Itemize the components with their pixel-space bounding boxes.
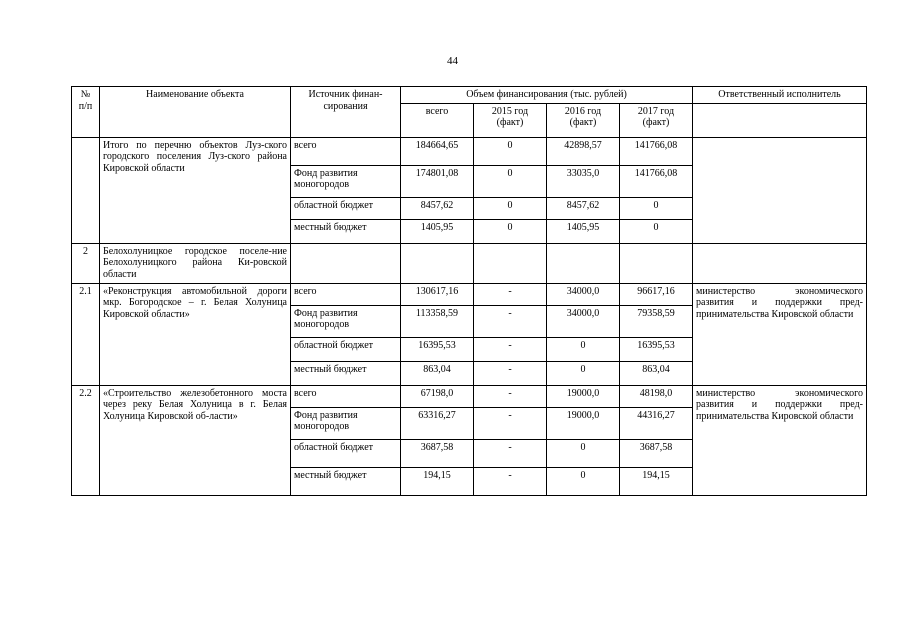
row-num: 2 xyxy=(72,243,100,283)
table-row xyxy=(72,243,867,283)
y2015-cell: - xyxy=(474,283,547,305)
page-number: 44 xyxy=(447,55,458,67)
y2016-cell: 0 xyxy=(547,439,620,467)
source-cell: всего xyxy=(291,385,401,407)
y2017-cell xyxy=(620,243,693,283)
source-cell: местный бюджет xyxy=(291,361,401,385)
header-2015: 2015 год (факт) xyxy=(474,103,547,137)
y2015-cell: 0 xyxy=(474,197,547,219)
total-cell: 194,15 xyxy=(401,467,474,495)
y2017-cell: 96617,16 xyxy=(620,283,693,305)
y2016-cell: 19000,0 xyxy=(547,385,620,407)
total-cell: 67198,0 xyxy=(401,385,474,407)
table-row xyxy=(72,137,867,165)
source-cell: Фонд развития моногородов xyxy=(291,305,401,337)
source-cell xyxy=(291,243,401,283)
y2015-cell: - xyxy=(474,439,547,467)
y2016-cell: 42898,57 xyxy=(547,137,620,165)
source-cell: областной бюджет xyxy=(291,337,401,361)
object-name: «Реконструкция автомобильной дороги мкр. Богородское – г. Белая Холуница Кировской области» xyxy=(100,283,291,385)
y2016-cell: 0 xyxy=(547,337,620,361)
row-num: 2.1 xyxy=(72,283,100,385)
y2016-cell: 34000,0 xyxy=(547,305,620,337)
table-row xyxy=(72,385,867,407)
y2017-cell: 44316,27 xyxy=(620,407,693,439)
source-cell: всего xyxy=(291,283,401,305)
source-cell: местный бюджет xyxy=(291,219,401,243)
row-num: 2.2 xyxy=(72,385,100,495)
y2016-cell: 1405,95 xyxy=(547,219,620,243)
responsible-cell xyxy=(693,137,867,243)
total-cell: 113358,59 xyxy=(401,305,474,337)
table-body xyxy=(72,137,867,495)
total-cell: 184664,65 xyxy=(401,137,474,165)
total-cell: 174801,08 xyxy=(401,165,474,197)
y2017-cell: 79358,59 xyxy=(620,305,693,337)
y2016-cell: 0 xyxy=(547,361,620,385)
y2017-cell: 48198,0 xyxy=(620,385,693,407)
y2015-cell: - xyxy=(474,305,547,337)
y2015-cell: - xyxy=(474,467,547,495)
responsible-cell: министерство экономического развития и поддержки пред-принимательства Кировской области xyxy=(693,385,867,495)
source-cell: Фонд развития моногородов xyxy=(291,165,401,197)
total-cell: 1405,95 xyxy=(401,219,474,243)
total-cell xyxy=(401,243,474,283)
responsible-cell xyxy=(693,243,867,283)
y2015-cell: 0 xyxy=(474,219,547,243)
responsible-cell: министерство экономического развития и поддержки пред-принимательства Кировской области xyxy=(693,283,867,385)
source-cell: областной бюджет xyxy=(291,197,401,219)
header-source: Источник финан- сирования xyxy=(291,87,401,138)
y2015-cell: 0 xyxy=(474,137,547,165)
total-cell: 863,04 xyxy=(401,361,474,385)
total-cell: 16395,53 xyxy=(401,337,474,361)
y2017-cell: 863,04 xyxy=(620,361,693,385)
y2015-cell: - xyxy=(474,361,547,385)
header-num: № п/п xyxy=(72,87,100,138)
y2015-cell: 0 xyxy=(474,165,547,197)
header-responsible-blank xyxy=(693,103,867,137)
object-name: «Строительство железобетонного моста через реку Белая Холуница в г. Белая Холуница Кировской об-ласти» xyxy=(100,385,291,495)
source-cell: Фонд развития моногородов xyxy=(291,407,401,439)
object-name: Итого по перечню объектов Луз-ского городского поселения Луз-ского района Кировской области xyxy=(100,137,291,243)
y2016-cell: 33035,0 xyxy=(547,165,620,197)
y2017-cell: 141766,08 xyxy=(620,165,693,197)
y2015-cell: - xyxy=(474,407,547,439)
y2017-cell: 16395,53 xyxy=(620,337,693,361)
total-cell: 3687,58 xyxy=(401,439,474,467)
y2017-cell: 194,15 xyxy=(620,467,693,495)
y2016-cell: 19000,0 xyxy=(547,407,620,439)
y2015-cell: - xyxy=(474,385,547,407)
y2016-cell: 8457,62 xyxy=(547,197,620,219)
header-responsible: Ответственный исполнитель xyxy=(693,87,867,104)
y2017-cell: 3687,58 xyxy=(620,439,693,467)
table-header xyxy=(72,87,867,138)
source-cell: местный бюджет xyxy=(291,467,401,495)
total-cell: 130617,16 xyxy=(401,283,474,305)
y2016-cell: 0 xyxy=(547,467,620,495)
header-volume: Объем финансирования (тыс. рублей) xyxy=(401,87,693,104)
header-2016: 2016 год (факт) xyxy=(547,103,620,137)
y2015-cell xyxy=(474,243,547,283)
header-total: всего xyxy=(401,103,474,137)
y2016-cell: 34000,0 xyxy=(547,283,620,305)
table-row xyxy=(72,283,867,305)
y2015-cell: - xyxy=(474,337,547,361)
source-cell: областной бюджет xyxy=(291,439,401,467)
y2017-cell: 0 xyxy=(620,197,693,219)
y2017-cell: 141766,08 xyxy=(620,137,693,165)
source-cell: всего xyxy=(291,137,401,165)
financing-table xyxy=(71,86,867,496)
row-num xyxy=(72,137,100,243)
header-2017: 2017 год (факт) xyxy=(620,103,693,137)
total-cell: 8457,62 xyxy=(401,197,474,219)
object-name: Белохолуницкое городское поселе-ние Белохолуницкого района Ки-ровской области xyxy=(100,243,291,283)
header-name: Наименование объекта xyxy=(100,87,291,138)
y2016-cell xyxy=(547,243,620,283)
total-cell: 63316,27 xyxy=(401,407,474,439)
y2017-cell: 0 xyxy=(620,219,693,243)
